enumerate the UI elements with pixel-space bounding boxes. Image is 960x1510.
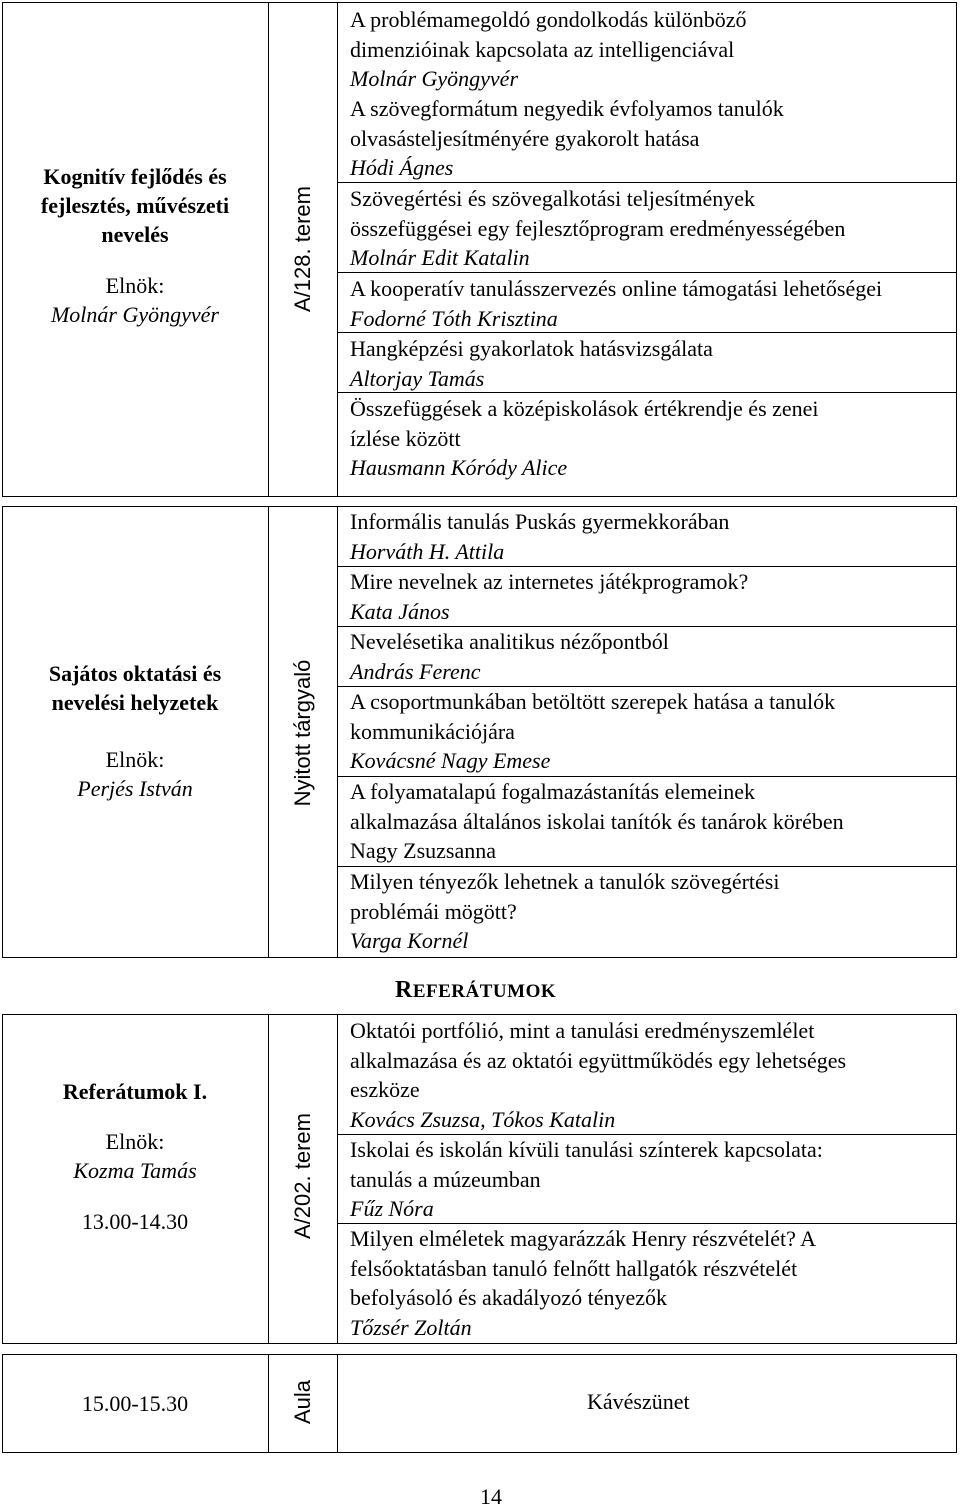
talk-entry [350,184,952,273]
session-time: 13.00-14.30 [81,1209,189,1234]
talk-title: A szövegformátum negyedik évfolyamos tanulók [350,96,784,121]
talk-title: alkalmazása és az oktatói együttműködés egy lehetséges [350,1047,847,1073]
page-number: 14 [480,1484,502,1509]
talk-author: Varga Kornél [350,928,469,953]
talk-entry [350,777,952,866]
talk-title: Nevelésetika analitikus nézőpontból [350,629,669,654]
section-3-info [2,1077,268,1236]
talk-title: Informális tanulás Puskás gyermekkorában [350,509,730,534]
talk-title: A folyamatalapú fogalmazástanítás elemeinek [350,779,756,804]
section-3-divider-left [268,1014,269,1344]
talk-title: Milyen elméletek magyarázzák Henry részvételét? A [350,1226,817,1251]
talk-entry [350,687,952,776]
chair-name: Kozma Tamás [73,1158,197,1183]
talk-author: Fodorné Tóth Krisztina [350,305,558,331]
talk-title: olvasásteljesítményére gyakorolt hatása [350,125,700,151]
section-1-divider-right [337,2,338,497]
talk-title: ízlése között [350,425,461,451]
chair-label: Elnök: [105,1129,165,1154]
talk-author: Molnár Edit Katalin [350,245,530,270]
talk-entry [350,5,952,94]
chair-label: Elnök: [105,747,165,772]
talk-title: kommunikációjára [350,718,515,744]
break-divider-left [268,1354,269,1453]
talk-author: Horváth H. Attila [350,538,505,564]
section-title: Sajátos oktatási és [48,661,222,686]
talk-entry [350,507,952,566]
talk-title: A csoportmunkában betöltött szerepek hatása a tanulók [350,689,836,714]
section-1-divider-left [268,2,269,497]
talk-title: eszköze [350,1077,420,1102]
talk-title: Iskolai és iskolán kívüli tanulási színterek kapcsolata: [350,1137,823,1162]
section-title: nevelési helyzetek [51,690,219,715]
talk-entry [350,567,952,626]
talk-author: Altorjay Tamás [350,365,485,391]
section-title: Kognitív fejlődés és [43,164,227,189]
section-heading [395,977,556,1004]
section-title: fejlesztés, művészeti [40,193,230,218]
talk-entry [350,627,952,686]
talk-title: Hangképzési gyakorlatok hatásvizsgálata [350,336,713,361]
talk-author: Hódi Ágnes [350,155,454,180]
talk-author: Hausmann Kóródy Alice [350,455,568,480]
talk-title: Szövegértési és szövegalkotási teljesítmények [350,186,756,211]
talk-author: Molnár Gyöngyvér [350,66,519,91]
talk-title: A problémamegoldó gondolkodás különböző [350,7,747,32]
section-1-info [2,162,268,329]
break-room: Aula [290,1379,315,1425]
talk-title: problémái mögött? [350,898,517,924]
chair-name: Perjés István [77,776,193,801]
section-2-divider-right [337,506,338,958]
talk-title: felsőoktatásban tanuló felnőtt hallgatók részvételét [350,1255,798,1281]
break-divider-right [337,1354,338,1453]
chair-label: Elnök: [105,273,165,298]
talk-entry [350,1016,952,1134]
talk-entry [350,1224,952,1342]
heading-initial: R [395,977,413,1003]
talk-entry [350,274,952,333]
talk-title: tanulás a múzeumban [350,1166,541,1192]
talk-title: Mire nevelnek az internetes játékprogramok? [350,569,749,594]
talk-author: András Ferenc [350,658,481,684]
talk-entry [350,334,952,393]
chair-name: Molnár Gyöngyvér [50,302,219,327]
talk-title: dimenzióinak kapcsolata az intelligenciával [350,36,735,62]
talk-author: Kata János [350,598,450,624]
section-title: Referátumok I. [62,1079,208,1104]
room-label: Nyitott tárgyaló [290,659,315,807]
talk-author: Kovács Zsuzsa, Tókos Katalin [350,1106,616,1132]
section-2-info [2,659,268,803]
break-label: Kávészünet [587,1389,690,1414]
talk-title: Oktatói portfólió, mint a tanulási eredményszemlélet [350,1018,815,1043]
talk-title: összefüggései egy fejlesztőprogram eredményességében [350,215,846,241]
talk-title: Milyen tényezők lehetnek a tanulók szövegértési [350,869,780,894]
talk-title: Összefüggések a középiskolások értékrendje és zenei [350,396,819,421]
talk-title: alkalmazása általános iskolai tanítók és tanárok körében [350,808,844,834]
talk-entry [350,1135,952,1224]
room-label: A/202. terem [290,1113,315,1239]
section-2-divider-left [268,506,269,958]
talk-author: Kovácsné Nagy Emese [350,748,551,773]
talk-entry [350,94,952,183]
talk-entry [350,394,952,483]
section-title: nevelés [101,222,169,247]
talk-title: befolyásoló és akadályozó tényezők [350,1285,668,1310]
room-label: A/128. terem [290,186,315,312]
section-3-divider-right [337,1014,338,1344]
talk-author: Nagy Zsuzsanna [350,838,497,863]
break-time: 15.00-15.30 [81,1391,189,1416]
talk-author: Fűz Nóra [350,1196,434,1221]
talk-title: A kooperatív tanulásszervezés online támogatási lehetőségei [350,276,883,301]
talk-entry [350,867,952,956]
talk-author: Tőzsér Zoltán [350,1314,472,1340]
heading-rest: EFERÁTUMOK [412,981,557,1002]
